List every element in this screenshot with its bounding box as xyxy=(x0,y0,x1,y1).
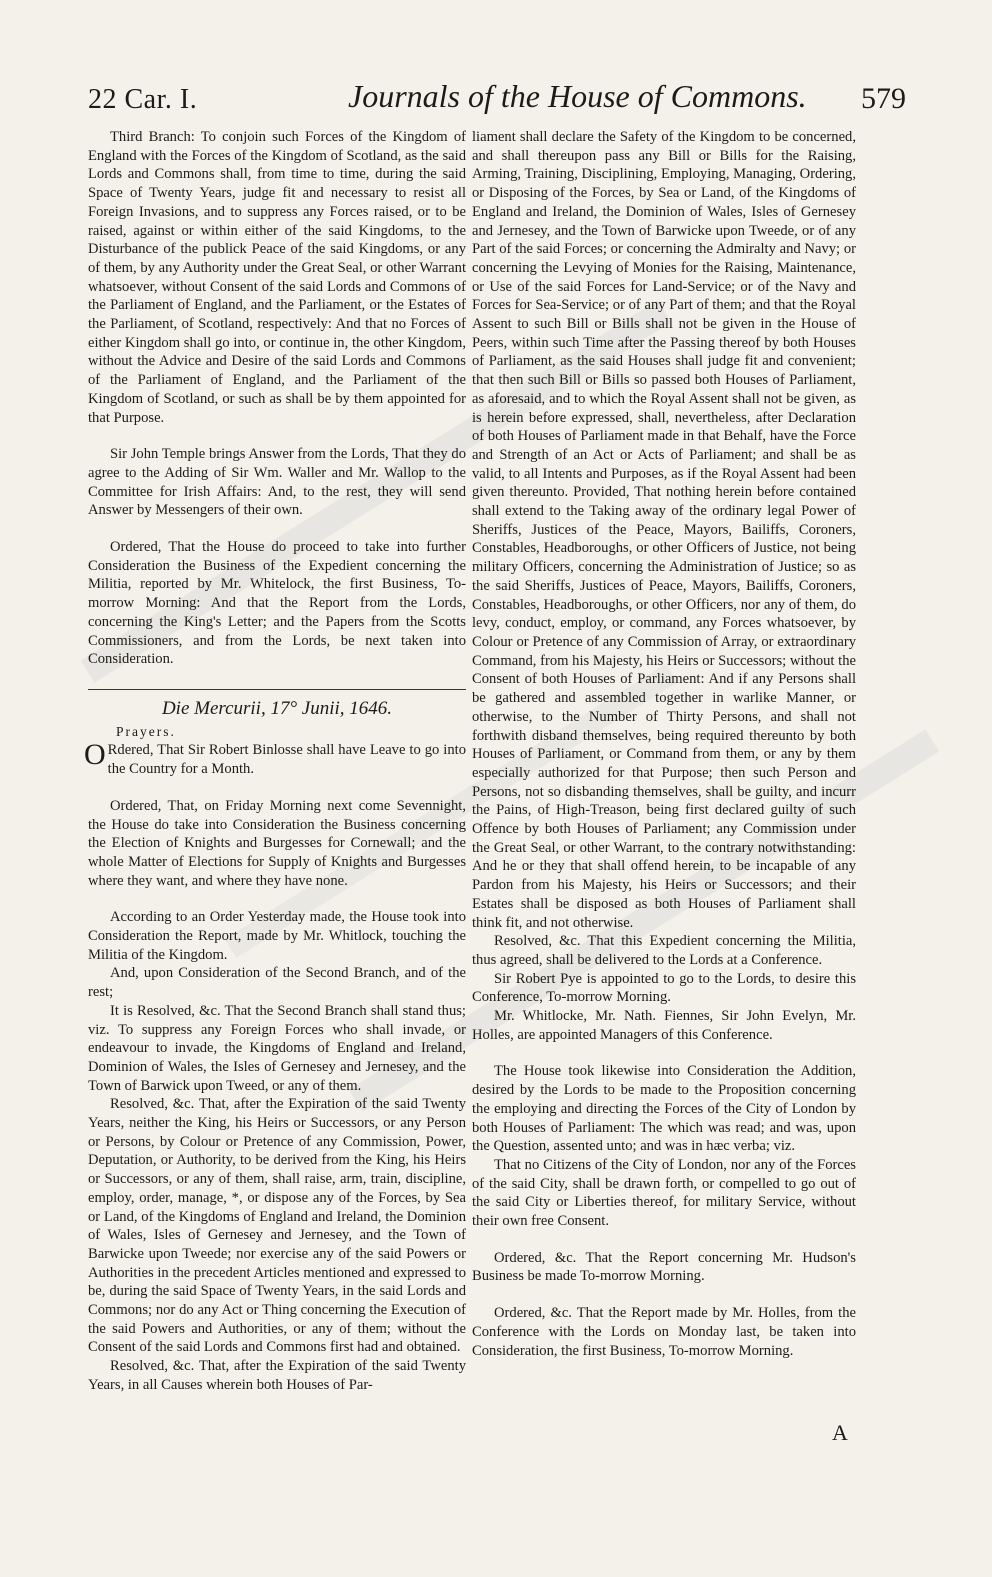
paragraph: liament shall declare the Safety of the Kingdom to be concerned, and shall thereupon pass any Bill or Bills for the Raising, Arming, Training, Disciplining, Employing, Managing, Ordering, or Disposing of the Forces, by Sea or Land, of the Kingdoms of England and Ireland, the Dominion of Wales, Isles of Gernesey and Jernesey, and the Town of Barwicke upon Tweede, or of any Part of the said Forces; or concerning the Admiralty and Navy; or concerning the Levying of Monies for the Raising, Maintenance, or Use of the said Forces for Land-Service; or of the Navy and Forces for Sea-Service; or of any Part of them; and that the Royal Assent to such Bill or Bills shall not be given in the House of Peers, within such Time after the Passing thereof by both Houses of Parliament, as the said Houses shall judge fit and convenient; that then such Bill or Bills so passed both Houses of Parliament, as aforesaid, and to which the Royal Assent shall not be given, as is herein before expressed, shall, nevertheless, after Declaration of both Houses of Parliament made in that Behalf, have the Force and Strength of an Act or Acts of Parliament; and shall be as valid, to all Intents and Purposes, as if the Royal Assent had been given thereunto. Provided, That nothing herein before contained shall extend to the Taking away of the ordinary legal Power of Sheriffs, Justices of the Peace, Mayors, Bailiffs, Coroners, Constables, Headboroughs, or other Officers of Justice, not being military Officers, concerning the Administration of Justice; so as the said Sheriffs, Justices of Peace, Mayors, Bailiffs, Coroners, Constables, Headboroughs, or other Officers, nor any of them, do levy, conduct, employ, or command, any Forces whatsoever, by Colour or Pretence of any Commission of Array, or extraordinary Command, from his Majesty, his Heirs or Successors; without the Consent of both Houses of Parliament: And if any Persons shall be gathered and assembled together in warlike Manner, or otherwise, to the Number of Thirty Persons, and shall not forthwith disband themselves, being required thereunto by both Houses of Parliament, or Command from them, or any by them especially authorized for that Purpose; then such Person and Persons, not so disbanding themselves, shall be guilty, and incurr the Pains, of High-Treason, being first declared guilty of such Offence by both Houses of Parliament; any Commission under the Great Seal, or other Warrant, to the contrary notwithstanding: And he or they that shall offend herein, to be incapable of any Pardon from his Majesty, his Heirs or Successors; and their Estates shall be disposed as both Houses of Parliament shall think fit, and not otherwise. xyxy=(472,129,856,931)
regnal-year: 22 Car. I. xyxy=(88,84,198,115)
sitting-date: Die Mercurii, 17° Junii, 1646. xyxy=(161,697,393,719)
page-header xyxy=(88,78,906,128)
page-number: 579 xyxy=(861,82,906,115)
paragraph: Resolved, &c. That this Expedient concerning the Militia, thus agreed, shall be delivered to the Lords at a Conference. xyxy=(472,933,856,968)
catchword: A xyxy=(832,1420,848,1445)
paragraph: According to an Order Yesterday made, the House took into Consideration the Report, made by Mr. Whitlock, touching the Militia of the Kingdom. xyxy=(88,909,466,963)
paragraph: That no Citizens of the City of London, nor any of the Forces of the said City, shall be drawn forth, or compelled to go out of the said City or Liberties thereof, for military Service, without their own free Consent. xyxy=(472,1156,856,1230)
right-column xyxy=(472,128,856,1360)
paragraph: Sir Robert Pye is appointed to go to the Lords, to desire this Conference, To-morrow Morning. xyxy=(472,970,856,1006)
left-column xyxy=(84,128,466,1395)
paragraph: Mr. Whitlocke, Mr. Nath. Fiennes, Sir John Evelyn, Mr. Holles, are appointed Managers of this Conference. xyxy=(472,1008,856,1043)
paragraph: Third Branch: To conjoin such Forces of the Kingdom of England with the Forces of the Kingdom of Scotland, as the said Lords and Commons shall, from time to time, during the said Space of Twenty Years, judge fit and necessary to resist all Foreign Invasions, and to suppress any Forces raised, or to be raised, against or within either of the said Kingdoms, to the Disturbance of the publick Peace of the said Kingdoms, or any of them, by any Authority under the Great Seal, or other Warrant whatsoever, without Consent of the said Lords and Commons of the Parliament of England, and the Parliament, or the Estates of the Parliament, of Scotland, respectively: And that no Forces of either Kingdom shall go into, or continue in, the other Kingdom, without the Advice and Desire of the said Lords and Commons of the Parliament of England, and the Parliament of the Kingdom of Scotland, or such as shall be by them appointed for that Purpose. xyxy=(88,129,466,426)
section-divider xyxy=(88,689,466,690)
paragraph: Sir John Temple brings Answer from the Lords, That they do agree to the Adding of Sir Wm. Waller and Mr. Wallop to the Committee for Irish Affairs: And, to the rest, they will send Answer by Messengers of their own. xyxy=(88,446,466,519)
prayers-heading: Prayers. xyxy=(116,723,176,739)
paragraph: O Rdered, That Sir Robert Binlosse shall have Leave to go into the Country for a Month. xyxy=(84,738,466,778)
drop-cap: O xyxy=(84,738,106,772)
paragraph: Ordered, &c. That the Report made by Mr. Holles, from the Conference with the Lords on Monday last, be taken into Consideration, the first Business, To-morrow Morning. xyxy=(472,1305,856,1359)
paragraph: It is Resolved, &c. That the Second Branch shall stand thus; viz. To suppress any Foreign Forces who shall invade, or endeavour to invade, the Kingdoms of England and Ireland, Dominion of Wales, the Isles of Gernesey and Jernesey, and the Town of Barwick upon Tweed, or any of them. xyxy=(88,1002,466,1094)
paragraph: Ordered, That, on Friday Morning next come Sevennight, the House do take into Consideration the Business concerning the Election of Knights and Burgesses for Cornewall; and the whole Matter of Elections for Supply of Knights and Burgesses where they want, and where they have none. xyxy=(88,797,466,889)
paragraph: Resolved, &c. That, after the Expiration of the said Twenty Years, neither the King, his Heirs or Successors, or any Person or Persons, by Colour or Pretence of any Commission, Power, Deputation, or Authority, to be derived from the King, his Heirs or Successors, or any of them, shall raise, arm, train, discipline, employ, order, manage, *, or dispose any of the Forces, by Sea or Land, of the Kingdoms of England and Ireland, the Dominion of Wales, Isles of Gernesey and Jernesey, and the Town of Barwicke upon Tweede; nor exercise any of the said Powers or Authorities in the precedent Articles mentioned and expressed to be, during the said Space of Twenty Years, in the said Lords and Commons; nor do any Act or Thing concerning the Execution of the said Powers and Authorities, or any of them; without the Consent of the said Lords and Commons first had and obtained. xyxy=(88,1096,466,1356)
paragraph: The House took likewise into Consideration the Addition, desired by the Lords to be made to the Proposition concerning the employing and directing the Forces of the City of London by both Houses of Parliament: The which was read; and was, upon the Question, assented unto; and was in hæc verba; viz. xyxy=(472,1063,856,1155)
paragraph: Ordered, &c. That the Report concerning Mr. Hudson's Business be made To-morrow Morning. xyxy=(472,1249,856,1285)
paragraph: Resolved, &c. That, after the Expiration of the said Twenty Years, in all Causes wherein both Houses of Par- xyxy=(88,1358,466,1393)
paragraph: And, upon Consideration of the Second Branch, and of the rest; xyxy=(88,965,466,1001)
paragraph: Ordered, That the House do proceed to take into further Consideration the Business of the Expedient concerning the Militia, reported by Mr. Whitelock, the first Business, To-morrow Morning: And that the Report from the Lords, concerning the King's Letter; and the Papers from the Scotts Commissioners, and from the Lords, be next taken into Consideration. xyxy=(88,539,466,668)
running-title: Journals of the House of Commons. xyxy=(348,78,807,114)
